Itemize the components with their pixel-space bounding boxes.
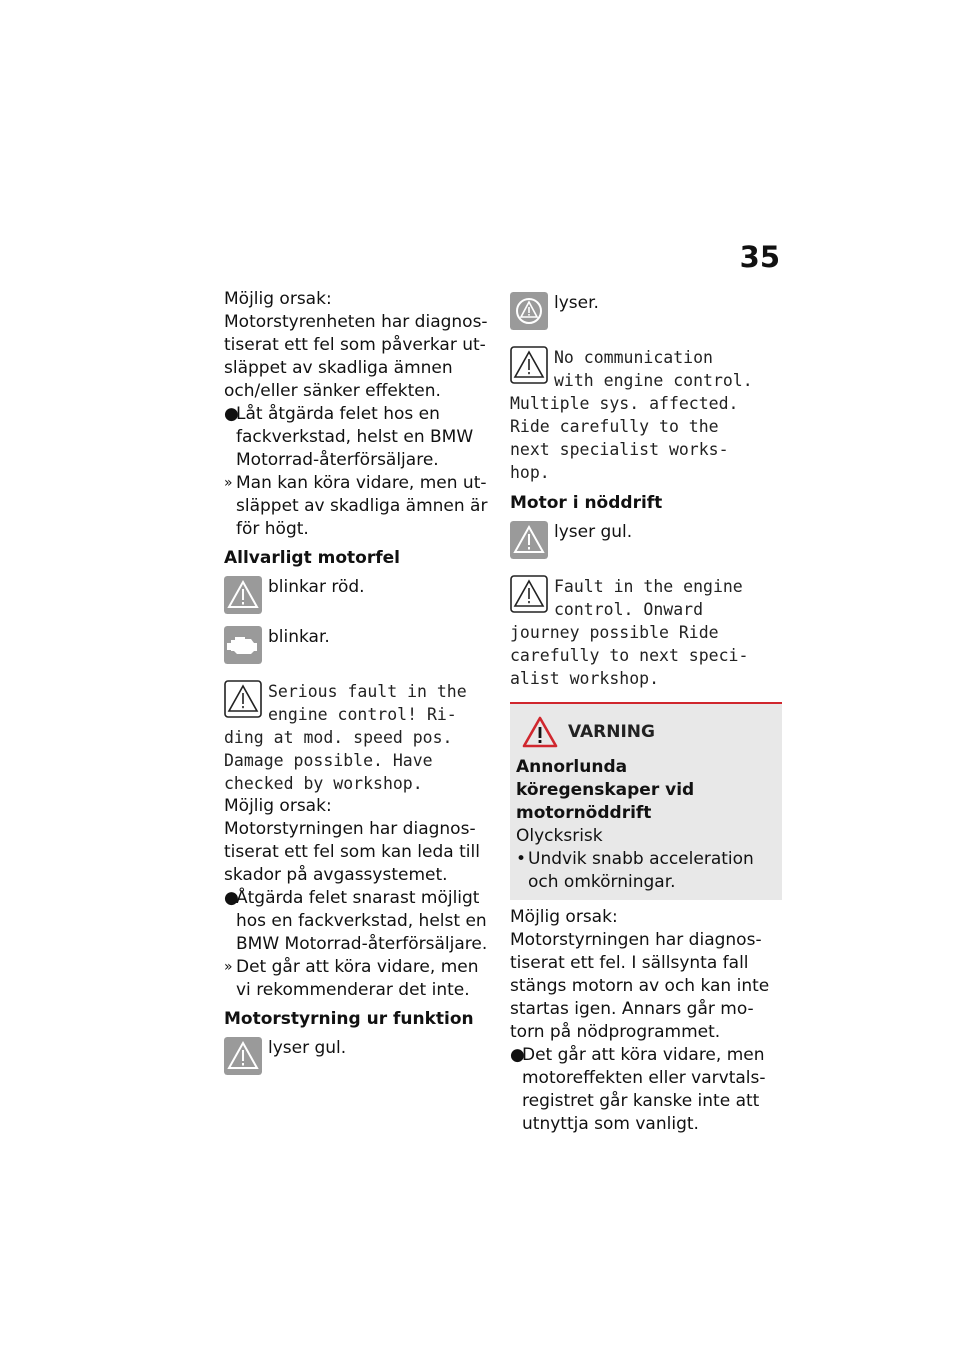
message-line: next specialist works- — [510, 440, 729, 459]
indicator-label: blinkar röd. — [268, 577, 365, 597]
page-number: 35 — [739, 240, 780, 274]
action-list — [224, 887, 494, 1002]
indicator-label: blinkar. — [268, 627, 330, 647]
cause-text: Motorstyrenheten har diagnos-tiserat ett fel som påverkar ut-släppet av skadliga ämnen och/eller sänker effekten. — [224, 312, 488, 401]
warning-outline-icon — [224, 680, 262, 718]
indicator-row — [510, 292, 782, 336]
list-item: ● Åtgärda felet snarast möjligt hos en fackverkstad, helst en BMW Motorrad-återförsäljare. — [224, 888, 488, 954]
message-line: Serious fault in the — [268, 682, 467, 701]
warning-outline-icon — [510, 346, 548, 384]
indicator-label: lyser gul. — [554, 522, 633, 542]
warning-outline-icon — [510, 575, 548, 613]
message-line: Ride carefully to the — [510, 417, 719, 436]
result-arrow-icon: » — [224, 959, 233, 975]
warning-risk: Olycksrisk — [516, 826, 603, 846]
list-item: » Man kan köra vidare, men ut-släppet av skadliga ämnen är för högt. — [224, 473, 488, 539]
cause-label: Möjlig orsak: — [224, 289, 332, 309]
bullet-icon: ● — [224, 404, 239, 424]
display-message — [510, 575, 782, 690]
message-line: control. Onward — [554, 600, 704, 619]
indicator-row — [224, 1037, 494, 1081]
message-line: Damage possible. Have — [224, 751, 433, 770]
warning-triangle-icon — [510, 521, 548, 559]
message-line: journey possible Ride — [510, 623, 719, 642]
indicator-row — [224, 576, 494, 620]
service-icon — [510, 292, 548, 330]
cause-text: Motorstyrningen har diagnos-tiserat ett fel. I sällsynta fall stängs motorn av och kan inte startas igen. Annars går mo-torn på nödprogrammet. — [510, 930, 770, 1042]
section-heading-engine-control-out: Motorstyrning ur funktion — [224, 1009, 474, 1029]
bullet-icon: • — [516, 849, 527, 869]
message-line: No communication — [554, 348, 713, 367]
list-item: ● Låt åtgärda felet hos en fackverkstad, helst en BMW Motorrad-återförsäljare. — [224, 404, 474, 470]
cause-label: Möjlig orsak: — [510, 907, 618, 927]
indicator-label: lyser gul. — [268, 1038, 347, 1058]
message-line: hop. — [510, 463, 550, 482]
section-heading-engine-emergency: Motor i nöddrift — [510, 493, 663, 513]
message-line: checked by workshop. — [224, 774, 423, 793]
engine-icon — [224, 626, 262, 664]
cause-label: Möjlig orsak: — [224, 796, 332, 816]
message-line: with engine control. — [554, 371, 753, 390]
action-list — [510, 1044, 782, 1136]
display-message — [510, 346, 782, 484]
message-line: engine control! Ri- — [268, 705, 457, 724]
bullet-icon: ● — [510, 1045, 525, 1065]
list-item: » Det går att köra vidare, men vi rekommenderar det inte. — [224, 957, 479, 1000]
warning-triangle-icon — [224, 576, 262, 614]
warning-body — [516, 756, 776, 894]
cause-text: Motorstyrningen har diagnos-tiserat ett fel som kan leda till skador på avgassystemet. — [224, 819, 480, 885]
warning-list — [516, 848, 776, 894]
display-message — [224, 680, 494, 795]
list-item: • Undvik snabb acceleration och omkörningar. — [516, 849, 754, 892]
indicator-row — [224, 626, 494, 670]
warning-subtitle: Annorlunda köregenskaper vid motornöddrift — [516, 757, 695, 823]
right-column — [510, 288, 782, 1136]
warning-header — [516, 716, 776, 748]
left-column — [224, 288, 494, 1081]
warning-triangle-icon — [224, 1037, 262, 1075]
indicator-row — [510, 521, 782, 565]
message-line: Fault in the engine — [554, 577, 743, 596]
result-arrow-icon: » — [224, 475, 233, 491]
message-line: Multiple sys. affected. — [510, 394, 739, 413]
message-line: ding at mod. speed pos. — [224, 728, 453, 747]
action-list — [224, 403, 494, 541]
warning-title: VARNING — [568, 722, 655, 742]
bullet-icon: ● — [224, 888, 239, 908]
section-heading-serious-fault: Allvarligt motorfel — [224, 548, 400, 568]
indicator-label: lyser. — [554, 293, 599, 313]
warning-box — [510, 702, 782, 900]
message-line: alist workshop. — [510, 669, 660, 688]
red-warning-icon — [522, 716, 558, 748]
list-item: ● Det går att köra vidare, men motoreffekten eller varvtals-registret går kanske inte att utnyttja som vanligt. — [510, 1045, 766, 1134]
message-line: carefully to next speci- — [510, 646, 749, 665]
